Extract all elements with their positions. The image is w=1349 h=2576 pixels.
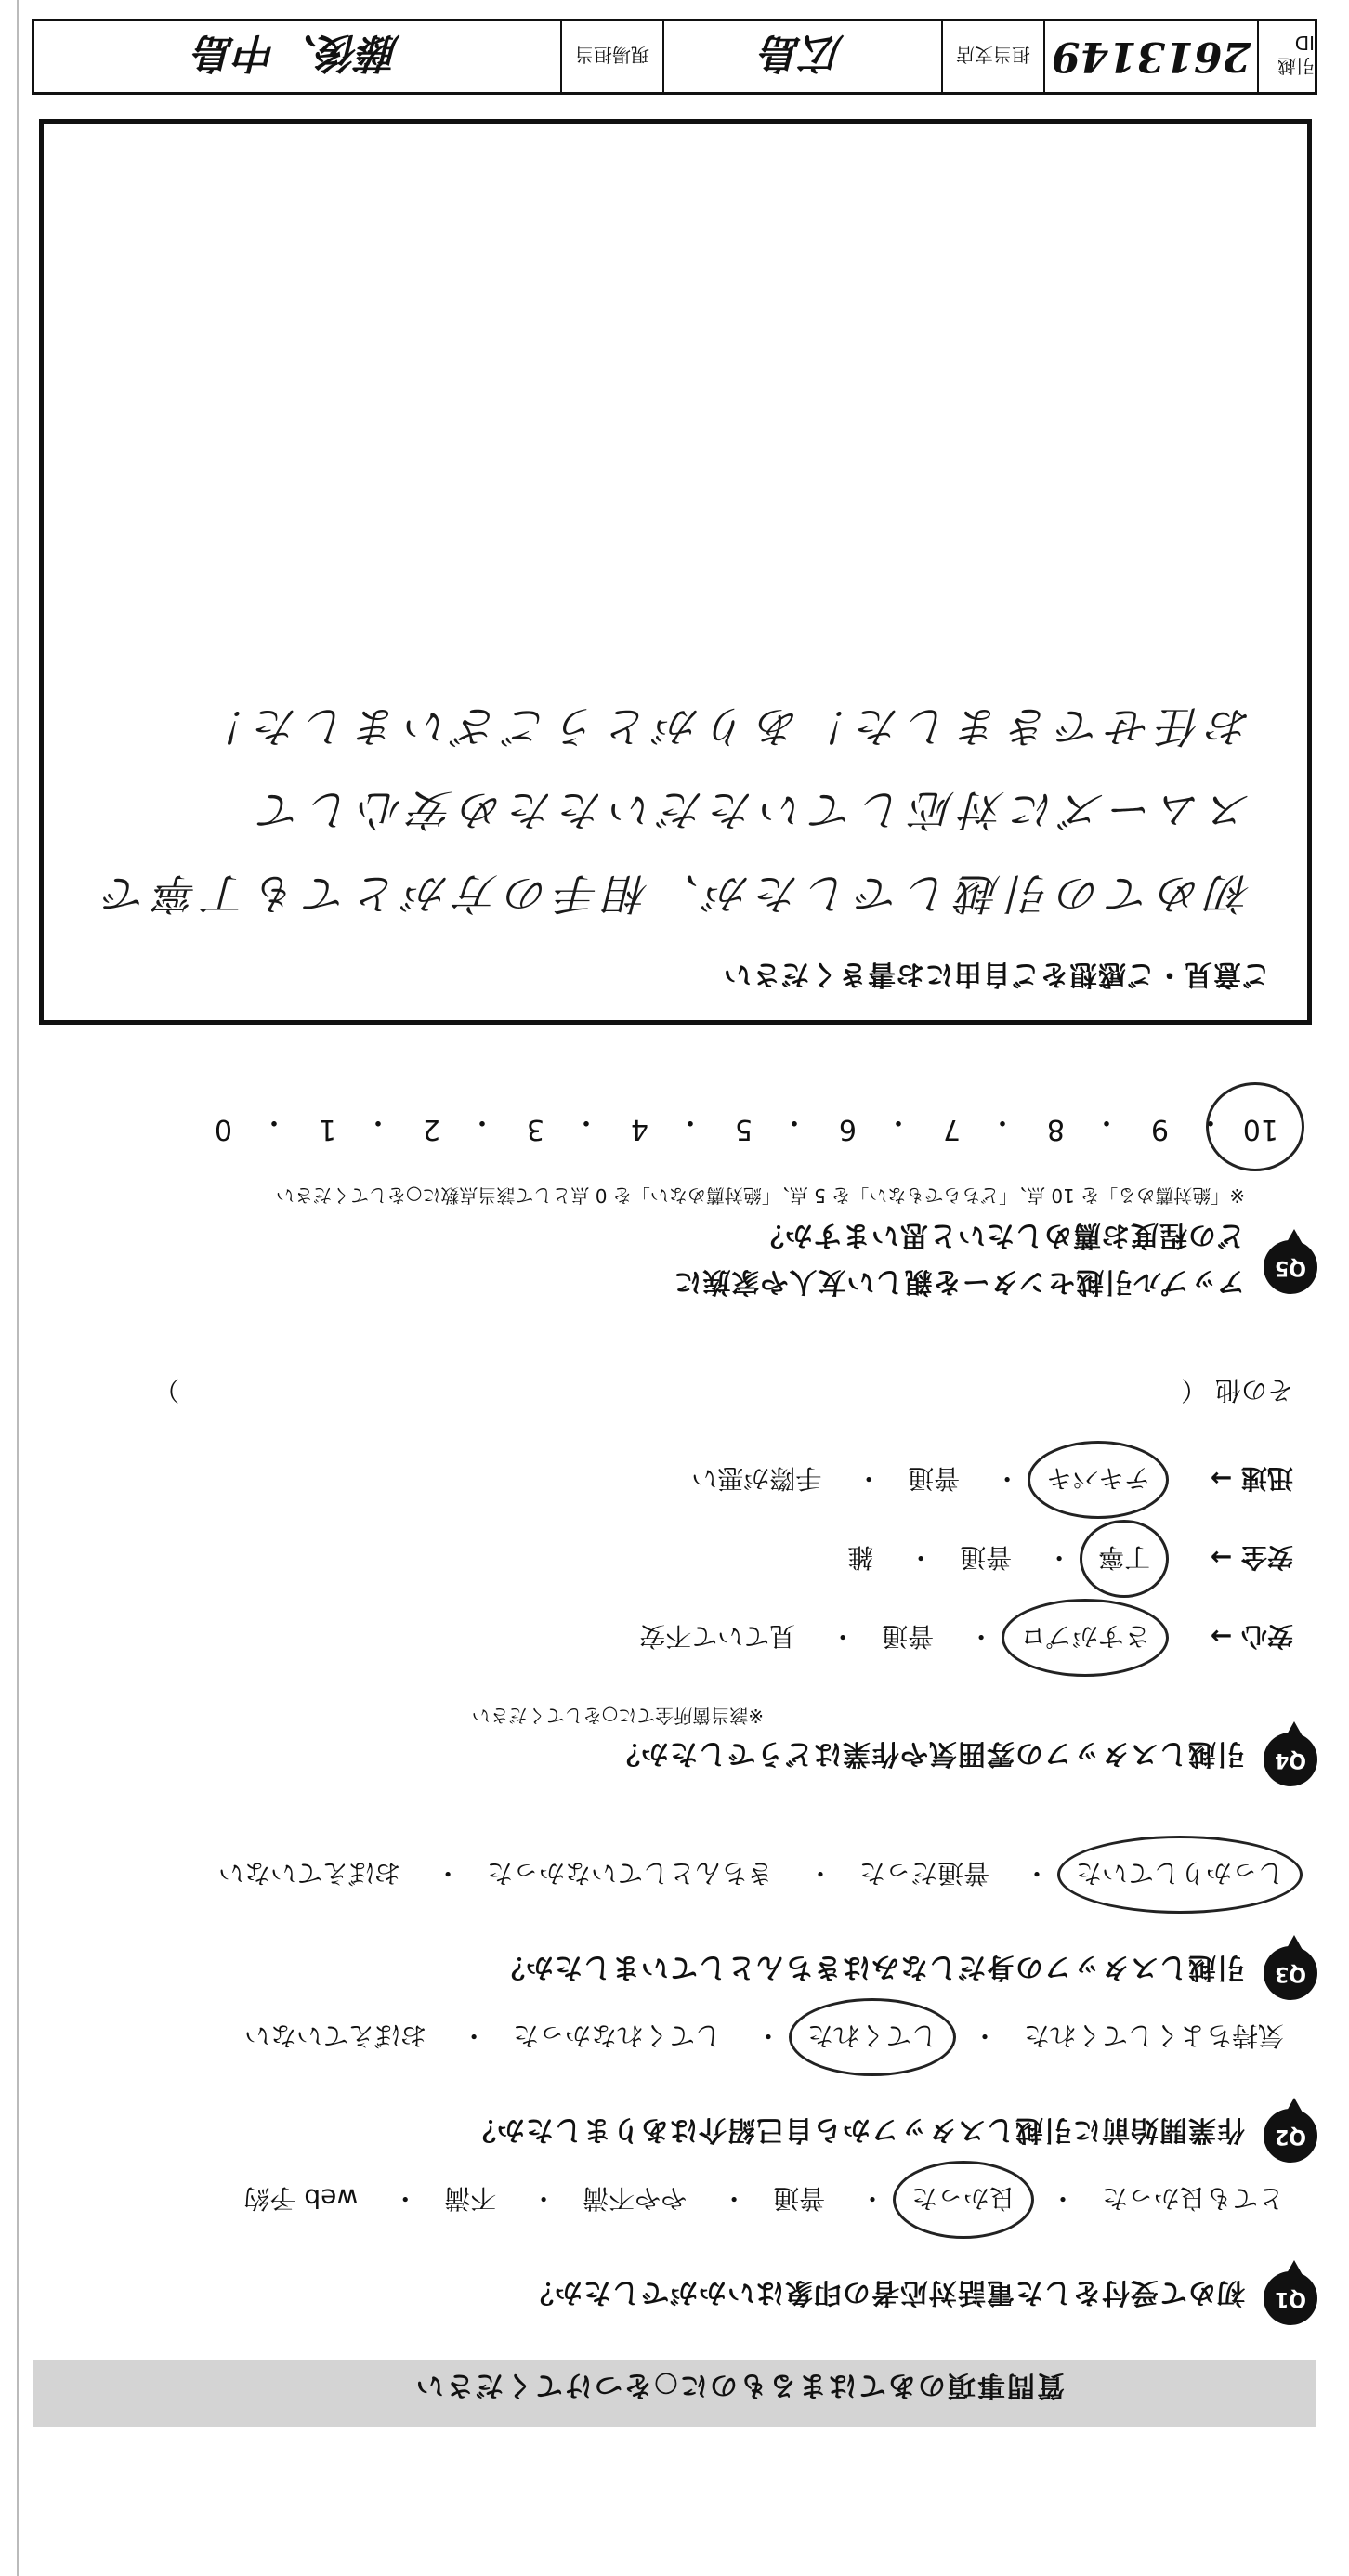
staff-id-table	[32, 19, 1317, 95]
scale-5[interactable]: 5	[734, 1113, 753, 1145]
separator-dot: ・	[392, 2183, 419, 2214]
q5-question-line1: アップル引越センターを親しい友人や家族に	[673, 1265, 1245, 1298]
comment-box[interactable]	[39, 119, 1312, 1025]
instruction-band	[33, 2360, 1316, 2427]
q4-option[interactable]: 手際が悪い	[691, 1463, 822, 1494]
separator-dot: ・	[530, 2183, 557, 2214]
handwritten-line: お任せできました！ありがとうございました！	[198, 701, 1251, 752]
separator-dot: ・	[1197, 1105, 1225, 1138]
separator-dot: ・	[676, 1105, 704, 1138]
q4-other-close: ）	[153, 1375, 180, 1406]
q1-question: 初めて受付をした電話対応者の印象はいかがでしたか？	[525, 2276, 1245, 2308]
q2-option[interactable]: おぼえていない	[244, 2020, 427, 2051]
arrow-icon: →	[1210, 1463, 1233, 1494]
q2-options	[235, 2019, 1293, 2056]
separator-dot: ・	[435, 1858, 462, 1889]
q2-option[interactable]: してくれなかった	[513, 2020, 722, 2051]
q3-option[interactable]: きちんとしていなかった	[487, 1858, 774, 1889]
q3-option[interactable]: おぼえていない	[218, 1858, 401, 1889]
q4-note: ※該当箇所全てに○をしてください	[471, 1705, 764, 1727]
q2-badge: Q2	[1264, 2109, 1317, 2163]
q2-question: 作業開始前に引越しスタッフから自己紹介はありましたか？	[467, 2113, 1245, 2146]
q5-note: ※「絶対薦める」を 10 点、「どちらでもない」を 5 点、「絶対薦めない」を 0 点として該当点数に○をしてください	[275, 1184, 1245, 1207]
id-value: 2613149	[1051, 33, 1251, 81]
scale-1[interactable]: 1	[318, 1113, 336, 1145]
separator-dot: ・	[989, 1105, 1016, 1138]
separator-dot: ・	[461, 2020, 488, 2051]
separator-dot: ・	[468, 1105, 496, 1138]
scale-9[interactable]: 9	[1150, 1113, 1169, 1145]
leader-value: 藤後、中島	[195, 29, 399, 76]
q4-row-label: 安全	[1240, 1542, 1293, 1573]
separator-dot: ・	[755, 2020, 782, 2051]
separator-dot: ・	[1093, 1105, 1120, 1138]
branch-label: 担当支店	[956, 44, 1030, 67]
separator-dot: ・	[260, 1105, 288, 1138]
separator-dot: ・	[856, 1463, 883, 1494]
id-value-cell[interactable]	[1043, 21, 1257, 92]
separator-dot: ・	[780, 1105, 808, 1138]
q4-option[interactable]: 普通	[908, 1463, 961, 1494]
separator-dot: ・	[364, 1105, 392, 1138]
separator-dot: ・	[1023, 1858, 1050, 1889]
q1-option[interactable]: 普通	[773, 2183, 826, 2214]
separator-dot: ・	[1046, 1542, 1073, 1573]
separator-dot: ・	[908, 1542, 935, 1573]
q4-option[interactable]: 普通	[882, 1621, 935, 1652]
instruction-text: 質問事項のあてはまるものに○をつけてください	[413, 2369, 1065, 2401]
separator-dot: ・	[968, 1621, 995, 1652]
q4-row-label: 迅速	[1240, 1463, 1293, 1494]
branch-value: 広島	[762, 29, 844, 76]
separator-dot: ・	[807, 1858, 834, 1889]
id-label: 引越 ID	[1277, 32, 1315, 78]
q4-row-anzen	[838, 1540, 1293, 1577]
q5-question-line2: どの程度お薦めしたいと思いますか？	[755, 1219, 1245, 1251]
q4-option[interactable]: 見ていて不安	[639, 1621, 796, 1652]
branch-value-cell[interactable]	[662, 21, 941, 92]
leader-value-cell[interactable]	[34, 21, 560, 92]
scale-2[interactable]: 2	[422, 1113, 440, 1145]
leader-label-cell	[560, 21, 662, 92]
q1-badge: Q1	[1264, 2271, 1317, 2325]
q4-row-anshin	[630, 1619, 1293, 1656]
q3-option[interactable]: 普通だった	[859, 1858, 990, 1889]
scale-4[interactable]: 4	[630, 1113, 648, 1145]
q4-other-label: その他	[1214, 1375, 1293, 1406]
handwritten-line: スムーズに対応していただいたため安心して	[252, 785, 1251, 835]
q1-option[interactable]: 不満	[444, 2183, 497, 2214]
q3-badge: Q3	[1264, 1946, 1317, 2000]
scale-8[interactable]: 8	[1046, 1113, 1065, 1145]
q4-other	[153, 1373, 1293, 1410]
separator-dot: ・	[830, 1621, 857, 1652]
q4-option-selected[interactable]: 丁寧	[1089, 1540, 1159, 1577]
q3-option-selected[interactable]: しっかりしていた	[1067, 1856, 1293, 1893]
q3-options	[209, 1856, 1293, 1893]
separator-dot: ・	[884, 1105, 912, 1138]
q4-option[interactable]: 雑	[847, 1542, 874, 1573]
q2-option[interactable]: 気持ちよくしてくれた	[1023, 2020, 1284, 2051]
separator-dot: ・	[572, 1105, 600, 1138]
q2-option-selected[interactable]: してくれた	[798, 2019, 947, 2056]
q5-badge: Q5	[1264, 1240, 1317, 1294]
q1-option[interactable]: とても良かった	[1101, 2183, 1284, 2214]
leader-label: 現場担当	[575, 44, 649, 67]
q4-option-selected[interactable]: さすがプロ	[1011, 1619, 1159, 1656]
separator-dot: ・	[971, 2020, 998, 2051]
q3-question: 引越しスタッフの身だしなみはきちんとしていましたか？	[496, 1951, 1245, 1983]
q1-option[interactable]: やや不満	[583, 2183, 688, 2214]
separator-dot: ・	[721, 2183, 748, 2214]
q4-question: 引越しスタッフの雰囲気や作業はどうでしたか？	[611, 1737, 1245, 1770]
q4-option[interactable]: 普通	[960, 1542, 1013, 1573]
separator-dot: ・	[994, 1463, 1021, 1494]
scan-edge	[17, 0, 19, 2576]
q1-option[interactable]: web 予約	[243, 2183, 359, 2214]
q1-options	[235, 2181, 1294, 2218]
q5-scale	[43, 1090, 1278, 1145]
q4-row-jinsoku	[682, 1461, 1293, 1498]
separator-dot: ・	[859, 2183, 886, 2214]
scale-0[interactable]: 0	[214, 1113, 232, 1145]
q4-other-open: （	[1181, 1375, 1208, 1406]
scale-6[interactable]: 6	[838, 1113, 857, 1145]
scale-10-selected[interactable]: 10	[1242, 1113, 1278, 1145]
comment-prompt: ご意見・ご感想をご自由にお書きください	[723, 958, 1270, 990]
arrow-icon: →	[1210, 1621, 1233, 1652]
branch-label-cell	[941, 21, 1043, 92]
separator-dot: ・	[1049, 2183, 1076, 2214]
scale-3[interactable]: 3	[526, 1113, 544, 1145]
arrow-icon: →	[1210, 1542, 1233, 1573]
q1-option-selected[interactable]: 良かった	[902, 2181, 1025, 2218]
q4-row-label: 安心	[1240, 1621, 1293, 1652]
handwritten-line: 初めての引越しでしたが、相手の方がとても丁寧で	[98, 869, 1251, 919]
id-label-cell	[1257, 21, 1315, 92]
scale-7[interactable]: 7	[942, 1113, 961, 1145]
q4-option-selected[interactable]: テキパキ	[1037, 1461, 1159, 1498]
q4-badge: Q4	[1264, 1733, 1317, 1786]
